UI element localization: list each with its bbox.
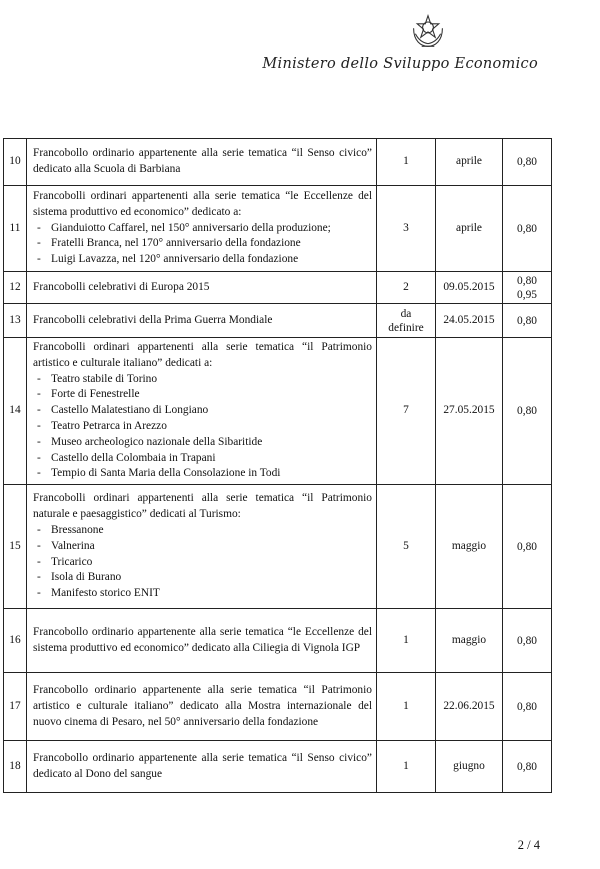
list-item: - Bressanone: [37, 523, 372, 539]
list-item: - Valnerina: [37, 539, 372, 555]
stamp-quantity: 7: [377, 338, 436, 485]
face-value-amount: 0,80: [517, 760, 537, 773]
row-number: 15: [4, 485, 27, 609]
issue-date: 22.06.2015: [436, 673, 503, 741]
face-value-amount: 0,80: [517, 634, 537, 647]
description-text: Francobollo ordinario appartenente alla serie tematica “le Eccellenze del sistema produttivo ed economico” dedicato alla Ciliegia di Vignola IGP: [33, 625, 372, 654]
face-value: [503, 673, 552, 741]
description-text: Francobolli celebrativi della Prima Guerra Mondiale: [33, 313, 273, 326]
row-number: 14: [4, 338, 27, 485]
face-value-amount: 0,95: [517, 288, 537, 301]
page-number: 2 / 4: [517, 838, 540, 852]
list-item: - Museo archeologico nazionale della Sibaritide: [37, 435, 372, 451]
table-row: [4, 609, 552, 673]
issue-description: [27, 741, 377, 793]
subject-list: [33, 523, 372, 602]
issue-date: aprile: [436, 139, 503, 186]
subject-list: [33, 221, 372, 268]
row-number: 17: [4, 673, 27, 741]
list-item: - Luigi Lavazza, nel 120° anniversario della fondazione: [37, 252, 372, 268]
table-row: [4, 304, 552, 338]
description-text: Francobolli ordinari appartenenti alla serie tematica “il Patrimonio naturale e paesaggistico” dedicati al Turismo:: [33, 492, 372, 521]
issue-date: giugno: [436, 741, 503, 793]
face-value-amount: 0,80: [517, 540, 537, 553]
row-number: 16: [4, 609, 27, 673]
face-value: [503, 338, 552, 485]
face-value: [503, 186, 552, 272]
stamp-issues-table: [3, 138, 552, 793]
issue-description: [27, 338, 377, 485]
face-value-amount: 0,80: [517, 156, 537, 168]
face-value-amount: 0,80: [517, 274, 537, 287]
issue-date: maggio: [436, 485, 503, 609]
issue-description: [27, 609, 377, 673]
issue-description: [27, 485, 377, 609]
table-row: [4, 741, 552, 793]
table-row: [4, 673, 552, 741]
stamp-quantity: 1: [377, 139, 436, 186]
face-value: [503, 741, 552, 793]
row-number: 12: [4, 272, 27, 304]
issue-description: [27, 139, 377, 186]
table-row: [4, 272, 552, 304]
description-text: Francobollo ordinario appartenente alla serie tematica “il Patrimonio artistico e culturale italiano” dedicato alla Mostra internazionale del nuovo cinema di Pesaro, nel 50° anniversario della fondazione: [33, 683, 372, 728]
stamp-quantity: 2: [377, 272, 436, 304]
stamp-quantity: 1: [377, 673, 436, 741]
list-item: - Castello Malatestiano di Longiano: [37, 403, 372, 419]
list-item: - Fratelli Branca, nel 170° anniversario della fondazione: [37, 236, 372, 252]
issue-date: 09.05.2015: [436, 272, 503, 304]
issue-description: [27, 673, 377, 741]
face-value: [503, 609, 552, 673]
row-number: 10: [4, 139, 27, 186]
face-value: [503, 139, 552, 186]
list-item: - Tricarico: [37, 555, 372, 571]
list-item: - Castello della Colombaia in Trapani: [37, 451, 372, 467]
stamp-quantity: 3: [377, 186, 436, 272]
row-number: 13: [4, 304, 27, 338]
description-text: Francobollo ordinario appartenente alla serie tematica “il Senso civico” dedicato al Dono del sangue: [33, 751, 372, 780]
stamp-quantity: 1: [377, 741, 436, 793]
issue-description: [27, 304, 377, 338]
list-item: - Manifesto storico ENIT: [37, 586, 372, 602]
description-text: Francobolli ordinari appartenenti alla serie tematica “le Eccellenze del sistema produttivo ed economico” dedicato a:: [33, 190, 372, 218]
issue-date: 27.05.2015: [436, 338, 503, 485]
table-row: [4, 186, 552, 272]
description-text: Francobollo ordinario appartenente alla serie tematica “il Senso civico” dedicato alla Scuola di Barbiana: [33, 147, 372, 175]
list-item: - Forte di Fenestrelle: [37, 387, 372, 403]
issue-date: maggio: [436, 609, 503, 673]
description-text: Francobolli ordinari appartenenti alla serie tematica “il Patrimonio artistico e culturale italiano” dedicati a:: [33, 341, 372, 369]
row-number: 11: [4, 186, 27, 272]
list-item: - Tempio di Santa Maria della Consolazione in Todi: [37, 466, 372, 482]
issue-description: [27, 186, 377, 272]
face-value: [503, 304, 552, 338]
table-row: [4, 338, 552, 485]
table-row: [4, 485, 552, 609]
face-value-amount: 0,80: [517, 405, 537, 418]
face-value-amount: 0,80: [517, 700, 537, 713]
list-item: - Isola di Burano: [37, 570, 372, 586]
list-item: - Teatro stabile di Torino: [37, 372, 372, 388]
face-value-amount: 0,80: [517, 314, 537, 327]
face-value-amount: 0,80: [517, 222, 537, 235]
description-text: Francobolli celebrativi di Europa 2015: [33, 280, 210, 293]
issue-date: 24.05.2015: [436, 304, 503, 338]
italian-republic-emblem-icon: [410, 12, 446, 50]
issue-description: [27, 272, 377, 304]
ministry-title: Ministero dello Sviluppo Economico: [262, 56, 538, 72]
face-value: [503, 272, 552, 304]
list-item: - Teatro Petrarca in Arezzo: [37, 419, 372, 435]
face-value: [503, 485, 552, 609]
row-number: 18: [4, 741, 27, 793]
stamp-quantity: 1: [377, 609, 436, 673]
table-row: [4, 139, 552, 186]
issue-date: aprile: [436, 186, 503, 272]
list-item: - Gianduiotto Caffarel, nel 150° anniversario della produzione;: [37, 221, 372, 237]
stamp-quantity: 5: [377, 485, 436, 609]
subject-list: [33, 372, 372, 483]
stamp-quantity: da definire: [377, 304, 436, 338]
